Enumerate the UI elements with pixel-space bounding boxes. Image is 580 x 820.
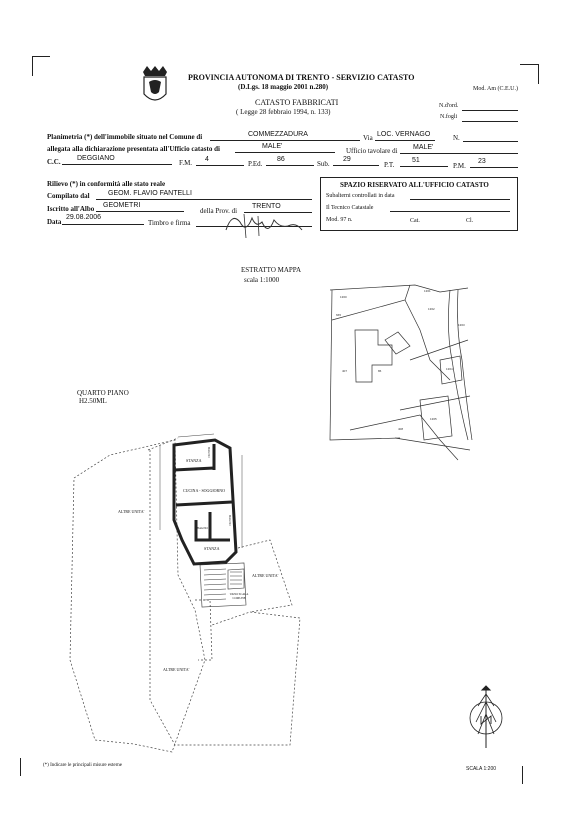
ped-value: 86 <box>277 156 285 163</box>
svg-text:407: 407 <box>342 369 348 373</box>
svg-text:1364: 1364 <box>446 367 453 371</box>
corner-mark <box>20 758 21 776</box>
ufficio-tavolare-value: MALE' <box>413 144 434 151</box>
riservato-title: SPAZIO RISERVATO ALL'UFFICIO CATASTO <box>340 181 489 189</box>
ufficio-value: MALE' <box>262 143 283 150</box>
via-label: Via <box>363 134 373 142</box>
data-value: 29.08.2006 <box>66 214 102 221</box>
sub-label: Sub. <box>317 160 330 168</box>
n-fogli-line <box>462 121 518 122</box>
field-line <box>400 166 448 167</box>
estratto-scale: scala 1:1000 <box>244 276 280 284</box>
field-line <box>62 164 172 165</box>
field-line <box>463 141 518 142</box>
corner-mark <box>520 64 538 65</box>
pm-value: 23 <box>478 158 486 165</box>
field-line <box>235 152 335 153</box>
room-label-bagno-2: BAGNO <box>197 526 208 530</box>
albo-value: GEOMETRI <box>103 202 141 209</box>
allegata-label: allegata alla dichiarazione presentata all'Ufficio catasto di <box>47 145 220 153</box>
field-line <box>400 153 518 154</box>
svg-text:1361: 1361 <box>424 289 431 293</box>
floor-height: H2.50ML <box>79 397 107 405</box>
svg-text:1360: 1360 <box>340 295 347 299</box>
corner-mark <box>32 56 50 57</box>
subalterni-label: Subalterni controllati in data <box>326 193 395 199</box>
timbro-label: Timbro e firma <box>148 219 191 227</box>
room-label-bagno: BAGNO <box>207 447 211 458</box>
n-label: N. <box>453 134 460 142</box>
field-line <box>375 140 435 141</box>
field-line <box>96 199 312 200</box>
field-line <box>390 211 510 212</box>
sub-value: 29 <box>343 156 351 163</box>
room-label-stanza-2: STANZA <box>204 546 220 551</box>
pt-value: 51 <box>412 157 420 164</box>
field-line <box>470 167 518 168</box>
pt-label: P.T. <box>384 161 395 169</box>
svg-text:1365: 1365 <box>430 417 437 421</box>
provincia-value: TRENTO <box>252 203 281 210</box>
header-title: PROVINCIA AUTONOMA DI TRENTO - SERVIZIO CATASTO <box>188 73 415 82</box>
field-line <box>196 165 244 166</box>
scale-label: SCALA 1:200 <box>466 766 497 772</box>
pm-label: P.M. <box>453 162 466 170</box>
other-unit-label: ALTRE UNITA' <box>163 667 190 672</box>
n-ord-label: N.d'ord. <box>439 103 459 109</box>
svg-text:408: 408 <box>398 427 404 431</box>
header-decree: (D.Lgs. 18 maggio 2001 n.280) <box>238 83 329 91</box>
other-unit-label: ALTRE UNITA' <box>252 573 279 578</box>
cc-value: DEGGIANO <box>77 155 115 162</box>
via-value: LOC. VERNAGO <box>377 131 431 138</box>
field-line <box>333 165 379 166</box>
comune-value: COMMEZZADURA <box>248 131 308 138</box>
svg-text:1363: 1363 <box>458 323 465 327</box>
cat-label: Cat. <box>410 218 420 224</box>
field-line <box>62 224 144 225</box>
room-label-bagno-3: BAGNO <box>228 515 232 526</box>
n-fogli-label: N.fogli <box>440 114 458 120</box>
field-line <box>96 211 184 212</box>
floor-title: QUARTO PIANO <box>77 389 129 397</box>
field-line <box>410 199 510 200</box>
field-line <box>266 165 314 166</box>
fm-value: 4 <box>205 156 209 163</box>
corner-mark <box>522 766 523 784</box>
fm-label: F.M. <box>179 159 193 167</box>
field-line <box>210 140 360 141</box>
room-label-vano-scala: VANO SCALA COMUNE <box>229 592 249 600</box>
room-label-cucina: CUCINA - SOGGIORNO <box>183 488 226 493</box>
corner-mark <box>32 56 33 76</box>
compilato-value: GEOM. FLAVIO FANTELLI <box>108 190 192 197</box>
room-label-stanza: STANZA <box>186 458 202 463</box>
mod-label: Mod. 97 n. <box>326 217 353 223</box>
header-subtitle: CATASTO FABBRICATI <box>255 98 339 107</box>
ped-label: P.Ed. <box>248 160 263 168</box>
rilievo-title: Rilievo (*) in conformità alle stato reale <box>47 180 166 188</box>
cl-label: Cl. <box>466 218 474 224</box>
iscritto-label: Iscritto all'Albo <box>47 205 95 213</box>
footer-note: (*) Indicare le principali misure esterne <box>43 763 122 768</box>
field-line <box>244 212 312 213</box>
field-line <box>196 226 312 227</box>
svg-text:665: 665 <box>336 313 342 317</box>
provincia-label: della Prov. di <box>200 207 238 215</box>
estratto-title: ESTRATTO MAPPA <box>241 266 302 274</box>
data-label: Data <box>47 218 62 226</box>
tecnico-label: Il Tecnico Catastale <box>326 205 374 211</box>
compilato-label: Compilato dal <box>47 192 90 200</box>
model-code: Mod. Am (C.E.U.) <box>473 86 518 92</box>
svg-text:1362: 1362 <box>428 307 435 311</box>
planimetria-label: Planimetria (*) dell'immobile situato nel Comune di <box>47 133 203 141</box>
corner-mark <box>538 64 539 84</box>
other-unit-label: ALTRE UNITA' <box>118 509 145 514</box>
header-law: ( Legge 28 febbraio 1994, n. 133) <box>236 108 331 116</box>
ufficio-tavolare-label: Ufficio tavolare di <box>346 147 398 155</box>
svg-text:86: 86 <box>378 369 382 373</box>
cc-label: C.C. <box>47 158 61 166</box>
n-ord-line <box>462 110 518 111</box>
